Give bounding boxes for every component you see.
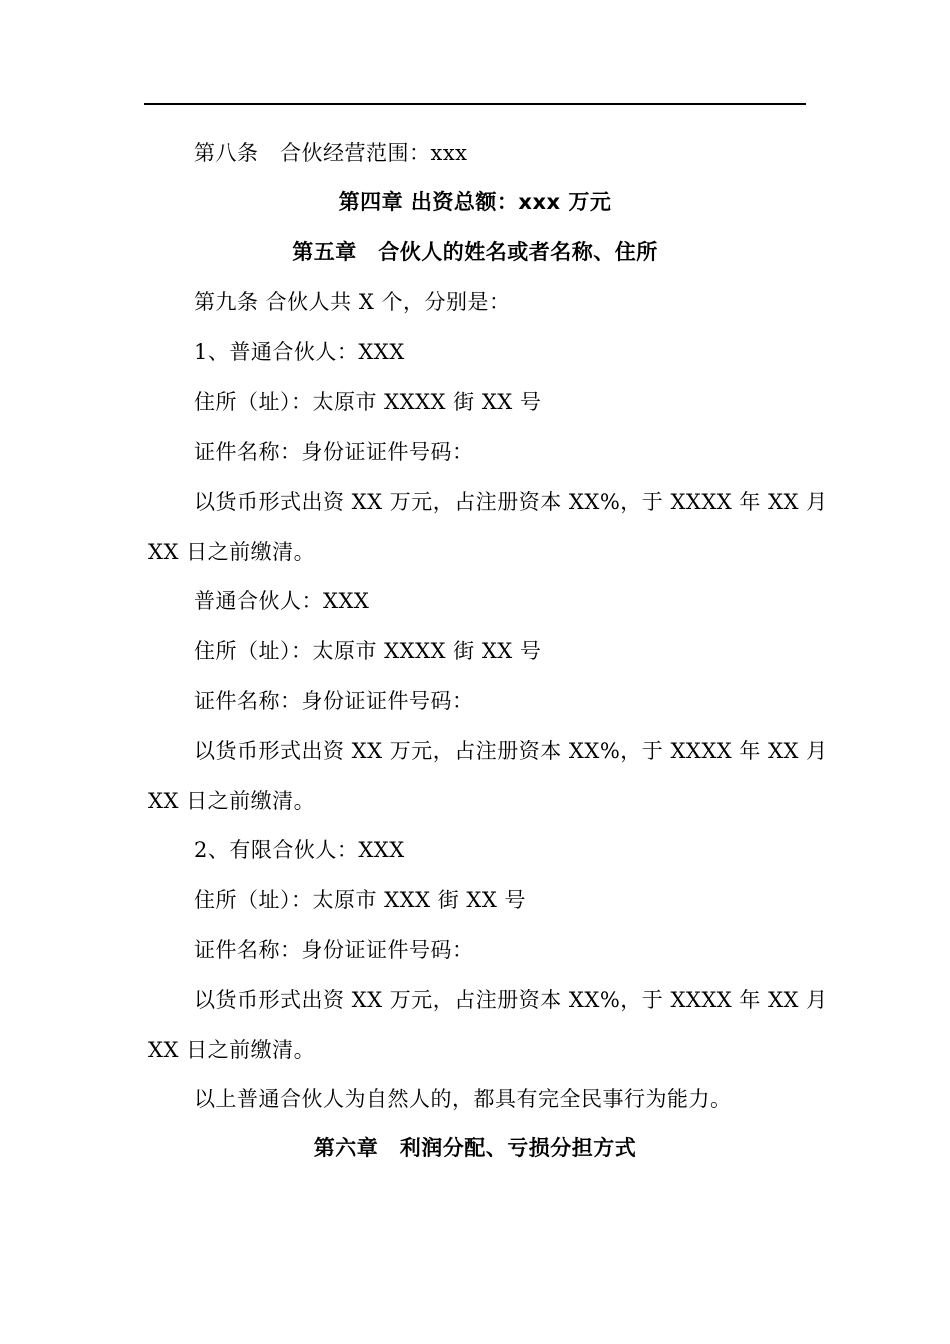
chapter-6-heading: 第六章 利润分配、亏损分担方式 [313,1136,637,1160]
chapter-5-heading: 第五章 合伙人的姓名或者名称、住所 [292,240,658,264]
partner-1-capital: 以货币形式出资 XX 万元，占注册资本 XX%，于 XXXX 年 XX 月 [194,490,828,514]
partner-3-address: 住所（址）：太原市 XXX 街 XX 号 [194,888,526,912]
chapter-4-heading: 第四章 出资总额：xxx 万元 [338,190,612,214]
partner-1-name: 1、普通合伙人：XXX [194,340,405,364]
partner-3-name: 2、有限合伙人：XXX [194,838,405,862]
header-rule [144,103,806,105]
article-9-text: 第九条 合伙人共 X 个，分别是： [194,290,511,314]
article-8-text: 第八条 合伙经营范围：xxx [194,141,468,165]
partner-2-address: 住所（址）：太原市 XXXX 街 XX 号 [194,639,542,663]
partner-2-id: 证件名称：身份证证件号码： [194,689,474,713]
partner-2-capital-cont: XX 日之前缴清。 [148,789,316,813]
partner-3-capital-cont: XX 日之前缴清。 [148,1038,316,1062]
partner-2-capital: 以货币形式出资 XX 万元，占注册资本 XX%，于 XXXX 年 XX 月 [194,739,828,763]
partner-1-address: 住所（址）：太原市 XXXX 街 XX 号 [194,390,542,414]
partner-2-name: 普通合伙人：XXX [194,589,370,613]
partner-3-capital: 以货币形式出资 XX 万元，占注册资本 XX%，于 XXXX 年 XX 月 [194,988,828,1012]
partner-1-capital-cont: XX 日之前缴清。 [148,540,316,564]
partner-1-id: 证件名称：身份证证件号码： [194,440,474,464]
partner-3-id: 证件名称：身份证证件号码： [194,938,474,962]
capacity-note: 以上普通合伙人为自然人的，都具有完全民事行为能力。 [194,1087,732,1111]
